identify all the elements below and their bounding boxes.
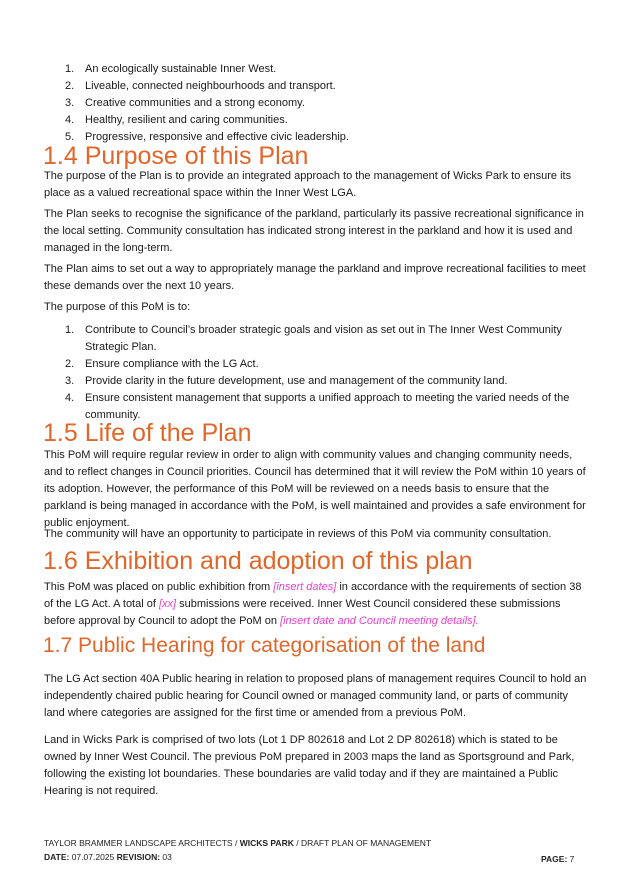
- page-label: PAGE:: [541, 854, 568, 864]
- list-item-text: Ensure compliance with the LG Act.: [85, 358, 259, 370]
- footer-line: [44, 836, 431, 850]
- section-heading: 1.6 Exhibition and adoption of this plan: [43, 547, 473, 575]
- paragraph: The Plan aims to set out a way to appropriately manage the parkland and improve recreational facilities to meet these demands over the next 10 years.: [44, 263, 586, 292]
- list-item-text: Healthy, resilient and caring communities.: [85, 114, 288, 126]
- paragraph: [44, 579, 589, 630]
- list-item-text: Ensure consistent management that supports a unified approach to meeting the varied needs of the community.: [85, 392, 570, 421]
- revision-label: REVISION:: [116, 852, 161, 862]
- list-item: 1. Contribute to Council’s broader strategic goals and vision as set out in The Inner West Community Strategic Plan.: [65, 324, 562, 353]
- list-item-text: An ecologically sustainable Inner West.: [85, 63, 277, 75]
- strategic-goals-list: [65, 61, 585, 146]
- list-item: 5. Progressive, responsive and effective civic leadership.: [65, 131, 349, 143]
- paragraph: The purpose of this PoM is to:: [44, 301, 191, 313]
- paragraph: The purpose of the Plan is to provide an integrated approach to the management of Wicks Park to ensure its place as a valued recreational space within the Inner West LGA.: [44, 170, 572, 199]
- list-item-text: Progressive, responsive and effective civic leadership.: [85, 131, 349, 143]
- list-item: 2. Ensure compliance with the LG Act.: [65, 358, 259, 370]
- list-item-text: Provide clarity in the future development, use and management of the community land.: [85, 375, 508, 387]
- text: submissions were received. Inner West Council considered these submissions before approval by Council to adopt the PoM on: [44, 598, 561, 627]
- revision-value: 03: [160, 852, 172, 862]
- footer-meta: [44, 850, 172, 864]
- footer-doc: / DRAFT PLAN OF MANAGEMENT: [293, 838, 432, 848]
- paragraph: The community will have an opportunity to participate in reviews of this PoM via community consultation.: [44, 528, 552, 540]
- section-heading: 1.4 Purpose of this Plan: [43, 142, 309, 170]
- section-heading: 1.7 Public Hearing for categorisation of the land: [43, 634, 486, 657]
- list-item: 1. An ecologically sustainable Inner West.: [65, 63, 277, 75]
- page-value: 7: [567, 854, 575, 864]
- page-number: [541, 852, 574, 866]
- paragraph: This PoM will require regular review in order to align with community values and changing community needs, and to reflect changes in Council priorities. Council has determined that it will review the PoM within 10 years of its adoption. However, the performance of this PoM will be reviewed on a needs basis to ensure that the parkland is being managed in accordance with the PoM, is well maintained and provides a safe environment for public enjoyment.: [44, 449, 586, 529]
- text: in accordance with the requirements of section 38 of the LG Act. A total of: [44, 581, 582, 610]
- list-item: 4. Healthy, resilient and caring communities.: [65, 114, 288, 126]
- footer-project: WICKS PARK: [239, 838, 294, 848]
- list-item-text: Creative communities and a strong economy.: [85, 97, 305, 109]
- date-label: DATE:: [44, 852, 70, 862]
- list-item: 4. Ensure consistent management that supports a unified approach to meeting the varied needs of the community.: [65, 392, 570, 421]
- placeholder-text: [xx]: [158, 598, 177, 610]
- list-item-text: Contribute to Council’s broader strategic goals and vision as set out in The Inner West Community Strategic Plan.: [85, 324, 562, 353]
- paragraph: The LG Act section 40A Public hearing in relation to proposed plans of management requires Council to hold an independently chaired public hearing for Council owned or managed community land, or parts of community land where categories are assigned for the first time or amended from a previous PoM.: [44, 673, 587, 719]
- placeholder-text: [insert dates]: [273, 581, 337, 593]
- list-item: 2. Liveable, connected neighbourhoods and transport.: [65, 80, 336, 92]
- list-item: 3. Provide clarity in the future development, use and management of the community land.: [65, 375, 508, 387]
- paragraph: The Plan seeks to recognise the significance of the parkland, particularly its passive recreational significance in the local setting. Community consultation has indicated strong interest in the parkland and how it is used and managed in the long-term.: [44, 208, 584, 254]
- date-value: 07.07.2025: [69, 852, 117, 862]
- placeholder-text: [insert date and Council meeting details].: [280, 615, 479, 627]
- footer-firm: TAYLOR BRAMMER LANDSCAPE ARCHITECTS /: [44, 838, 240, 848]
- list-item: 3. Creative communities and a strong economy.: [65, 97, 305, 109]
- purpose-list: [65, 322, 575, 424]
- paragraph: Land in Wicks Park is comprised of two lots (Lot 1 DP 802618 and Lot 2 DP 802618) which is stated to be owned by Inner West Council. The previous PoM prepared in 2003 maps the land as Sportsground and Park, following the existing lot boundaries. These boundaries are valid today and if they are maintained a Public Hearing is not required.: [44, 734, 575, 797]
- text: This PoM was placed on public exhibition from: [44, 581, 274, 593]
- section-heading: 1.5 Life of the Plan: [43, 419, 252, 447]
- list-item-text: Liveable, connected neighbourhoods and transport.: [85, 80, 336, 92]
